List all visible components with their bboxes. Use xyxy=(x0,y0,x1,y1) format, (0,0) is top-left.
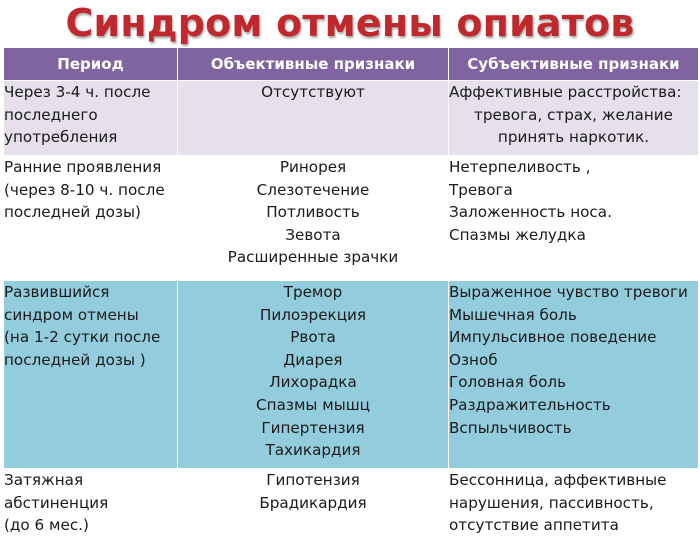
period-cell: Через 3-4 ч. после последнего употребления xyxy=(4,81,178,156)
opioid-withdrawal-table xyxy=(3,47,699,549)
column-header-subjective: Субъективные признаки xyxy=(449,48,699,81)
objective-signs-cell: Тремор Пилоэрекция Рвота Диарея Лихорадка Спазмы мышц Гипертензия Тахикардия xyxy=(178,281,449,469)
slide-title: Синдром отмены опиатов xyxy=(65,1,635,45)
table-row xyxy=(4,469,699,549)
table-header-row xyxy=(4,48,699,81)
period-cell: Развившийся синдром отмены (на 1-2 сутки после последней дозы ) xyxy=(4,281,178,469)
table-row xyxy=(4,156,699,281)
subjective-signs-cell: Нетерпеливость , Тревога Заложенность носа. Спазмы желудка xyxy=(449,156,699,281)
table-row xyxy=(4,81,699,156)
subjective-signs-cell: Выраженное чувство тревоги Мышечная боль Импульсивное поведение Озноб Головная боль Раздражительность Вспыльчивость xyxy=(449,281,699,469)
objective-signs-cell: Отсутствуют xyxy=(178,81,449,156)
objective-signs-cell: Гипотензия Брадикардия xyxy=(178,469,449,549)
period-cell: Ранние проявления (через 8-10 ч. после последней дозы) xyxy=(4,156,178,281)
table-row xyxy=(4,281,699,469)
column-header-objective: Объективные признаки xyxy=(178,48,449,81)
objective-signs-cell: Ринорея Слезотечение Потливость Зевота Расширенные зрачки xyxy=(178,156,449,281)
column-header-period: Период xyxy=(4,48,178,81)
subjective-signs-cell: Бессонница, аффективные нарушения, пассивность, отсутствие аппетита xyxy=(449,469,699,549)
period-cell: Затяжная абстиненция (до 6 мес.) xyxy=(4,469,178,549)
subjective-signs-cell: Аффективные расстройства: тревога, страх, желание принять наркотик. xyxy=(449,81,699,156)
